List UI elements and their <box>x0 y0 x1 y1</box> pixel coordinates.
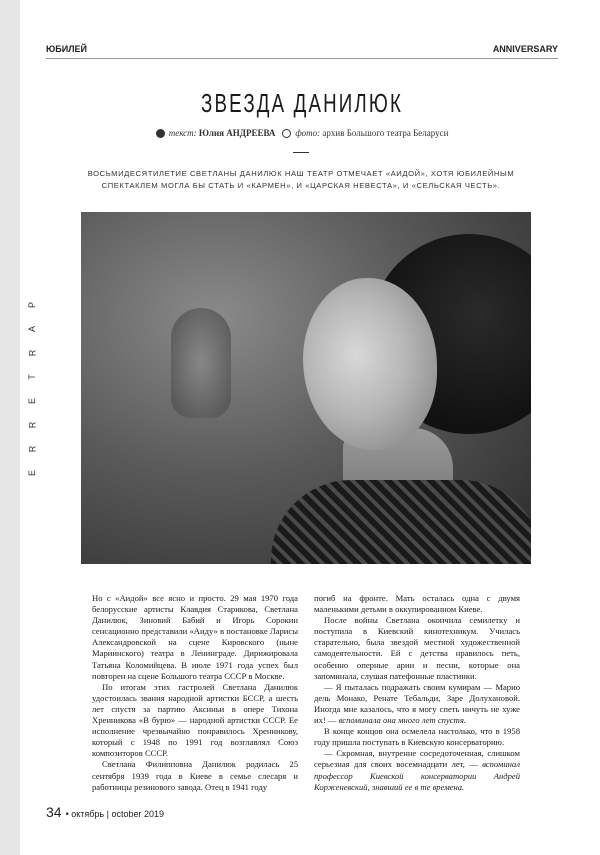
quote-attribution: вспоминал профессор Киевской консерватории Андрей Корженевский, знавший ее в те времена. <box>314 759 520 792</box>
side-letter: R <box>27 445 37 453</box>
quote-paragraph <box>314 748 520 792</box>
text-icon <box>156 129 165 138</box>
page-number: 34 <box>46 804 62 820</box>
side-letter: E <box>26 397 37 405</box>
text-credit-label: текст: <box>168 128 197 138</box>
paragraph: В конце концов она осмелела настолько, что в 1958 году пришла поступать в Киевскую консерваторию. <box>314 726 520 748</box>
author-name: Юлия АНДРЕЕВА <box>198 128 276 138</box>
photo-dress <box>271 480 531 564</box>
issue-date: • октябрь | october 2019 <box>65 809 164 819</box>
quote-attribution: вспоминала она много лет спустя. <box>338 715 467 726</box>
title-dash <box>293 152 309 153</box>
quote-text: — Скромная, внутренне сосредоточенная, слишком серьезная для своих восемнадцати лет, — <box>314 748 520 770</box>
paragraph: После войны Светлана окончила семилетку и поступила в Киевский кинотехникум. Училась старательно, была звездой местной художественной самодеятельности. Ей с детства нравилось петь, особенно оперные арии и песни, которые она запоминала, слушая патефонные пластинки. <box>314 615 520 681</box>
quote-paragraph <box>314 682 520 726</box>
paragraph: Светлана Филипповна Данилюк родилась 25 сентября 1939 года в Киеве в семье слесаря и работницы резинового завода. Отец в 1941 году <box>92 759 298 792</box>
quote-text: — Я пыталась подражать своим кумирам — Марио дель Монако, Ренате Тебальди, Заре Долухановой. Иногда мне казалось, что я могу спеть ничуть не хуже их! — <box>314 681 520 726</box>
page-header <box>46 44 558 54</box>
camera-icon <box>282 129 291 138</box>
side-letter: R <box>27 349 37 357</box>
page-footer <box>46 804 164 820</box>
article-lead: ВОСЬМИДЕСЯТИЛЕТИЕ СВЕТЛАНЫ ДАНИЛЮК НАШ ТЕАТР ОТМЕЧАЕТ «АИДОЙ», ХОТЯ ЮБИЛЕЙНЫМ СПЕКТАКЛЕМ МОГЛА БЫ СТАТЬ И «КАРМЕН», И «ЦАРСКАЯ НЕВЕСТА», И «СЕЛЬСКАЯ ЧЕСТЬ». <box>87 169 515 190</box>
body-column-1 <box>92 593 298 793</box>
left-margin-bar <box>0 0 20 855</box>
photo-credit-label: фото: <box>295 128 321 138</box>
side-letter: T <box>27 374 37 380</box>
body-column-2 <box>314 593 520 793</box>
side-section-label <box>26 300 38 478</box>
photo-source: архив Большого театра Беларуси <box>322 128 449 138</box>
side-letter: E <box>26 469 37 477</box>
article-body <box>92 593 520 793</box>
paragraph: По итогам этих гастролей Светлана Данилюк удостоилась звания народной артистки БССР, а шесть лет спустя за партию Аксиньи в опере Тихона Хренникова «В бурю» — народной артистки СССР. Ее исполнение чрезвычайно понравилось Хренникову, который с 1948 по 1991 год возглавлял Союз композиторов СССР. <box>92 681 298 759</box>
portrait-photo <box>81 212 531 564</box>
side-letter: R <box>27 421 37 429</box>
header-divider <box>46 58 558 59</box>
side-letter: P <box>26 301 37 309</box>
article-title: ЗВЕЗДА ДАНИЛЮК <box>200 88 404 118</box>
photo-hand <box>171 308 231 418</box>
section-label: ЮБИЛЕЙ <box>46 44 88 54</box>
paragraph: погиб на фронте. Мать осталась одна с двумя маленькими детьми в оккупированном Киеве. <box>314 593 520 615</box>
side-letter: A <box>26 325 37 333</box>
photo-face <box>303 278 437 450</box>
section-label-en: ANNIVERSARY <box>492 44 558 54</box>
paragraph: Но с «Аидой» все ясно и просто. 29 мая 1970 года белорусские артисты Клавдия Старикова, Светлана Данилюк, Зиновий Бабий и Игорь Сорокин сенсационно представили «Аиду» в постановке Ларисы Александровской на сцене Кировского (ныне Мариинского) театра в Ленинграде. Дирижировала Татьяна Коломийцева. В июле 1971 года успех был повторен на сцене Большого театра СССР в Москве. <box>92 593 298 681</box>
article-credits <box>46 128 558 138</box>
